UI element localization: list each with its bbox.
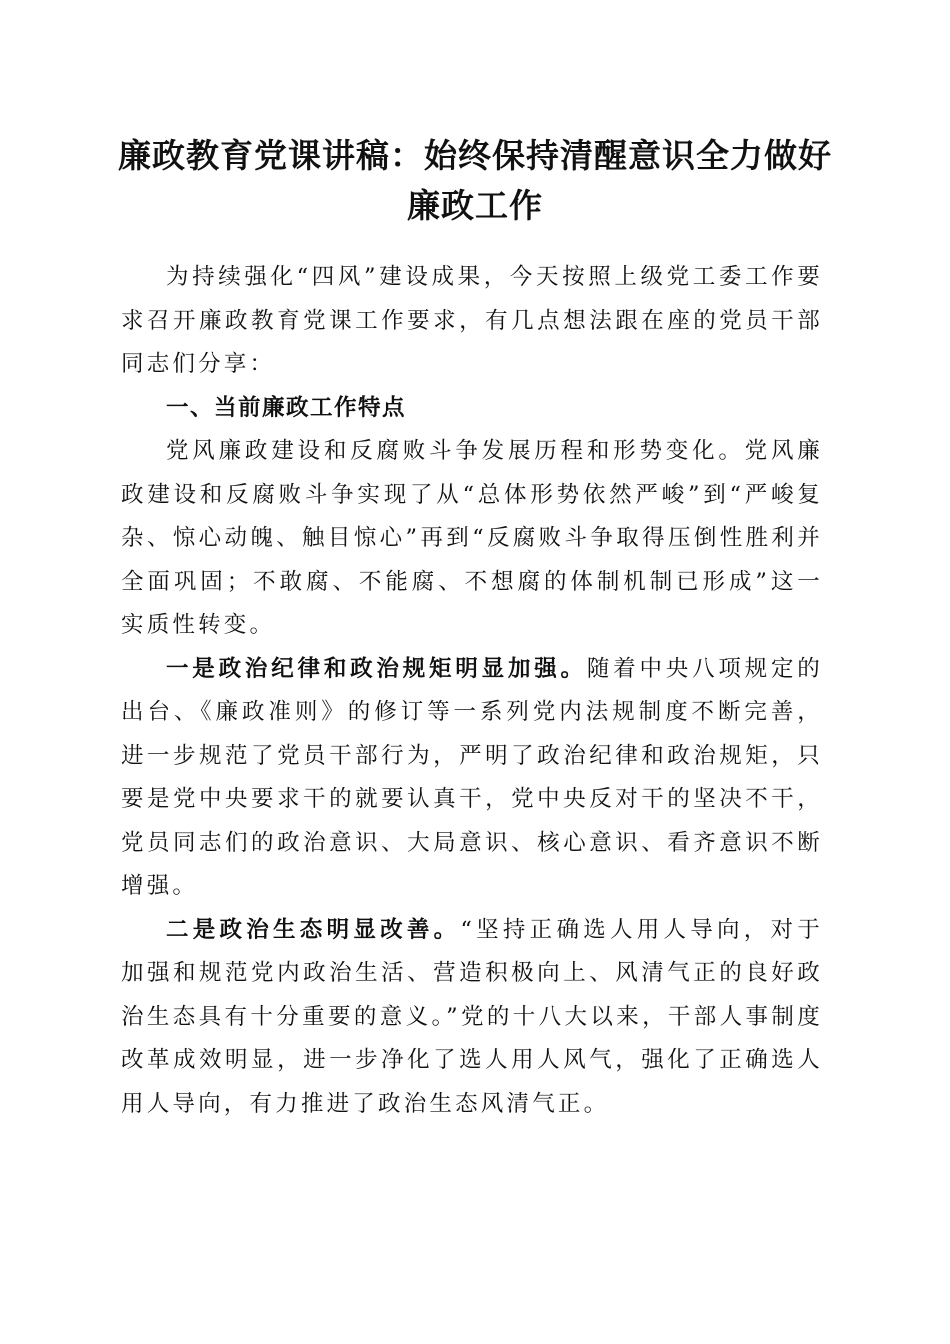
point-one-lead: 一是政治纪律和政治规矩明显加强。 [166,655,587,682]
point-two-lead: 二是政治生态明显改善。 [166,916,461,943]
document-title: 廉政教育党课讲稿：始终保持清醒意识全力做好廉政工作 [118,136,832,225]
document-body [121,256,823,1126]
section-paragraph: 党风廉政建设和反腐败斗争发展历程和形势变化。党风廉政建设和反腐败斗争实现了从“总体形势依然严峻”到“严峻复杂、惊心动魄、触目惊心”再到“反腐败斗争取得压倒性胜利并全面巩固；不敢腐、不能腐、不想腐的体制机制已形成”这一实质性转变。 [121,438,823,638]
point-two-paragraph [121,909,823,1127]
point-one-text: 随着中央八项规定的出台、《廉政准则》的修订等一系列党内法规制度不断完善，进一步规范了党员干部行为，严明了政治纪律和政治规矩，只要是党中央要求干的就要认真干，党中央反对干的坚决不干，党员同志们的政治意识、大局意识、核心意识、看齐意识不断增强。 [121,655,823,899]
point-one-paragraph [121,648,823,909]
intro-paragraph: 为持续强化“四风”建设成果，今天按照上级党工委工作要求召开廉政教育党课工作要求，有几点想法跟在座的党员干部同志们分享： [121,264,823,377]
section-heading: 一、当前廉政工作特点 [166,394,407,421]
point-two-text: “坚持正确选人用人导向，对于加强和规范党内政治生活、营造积极向上、风清气正的良好政治生态具有十分重要的意义。”党的十八大以来，干部人事制度改革成效明显，进一步净化了选人用人风气，强化了正确选人用人导向，有力推进了政治生态风清气正。 [121,916,823,1117]
